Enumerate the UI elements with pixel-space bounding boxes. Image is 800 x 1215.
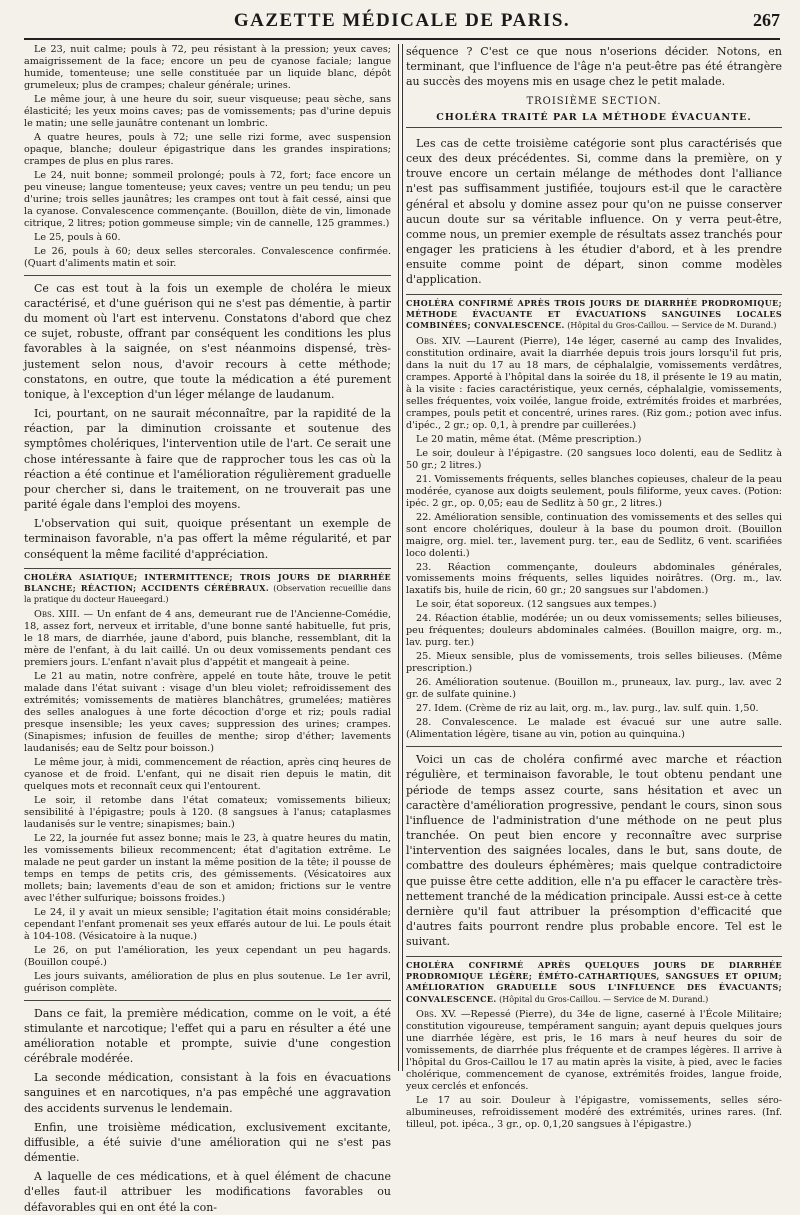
section-title: TROISIÈME SECTION. bbox=[526, 95, 662, 107]
observation-label: Obs. XV. bbox=[416, 1009, 457, 1021]
paragraph: Le même jour, à une heure du soir, sueur visqueuse; peau sèche, sans élasticité; les yeux moins caves; pas de vomissements; pas d'urine depuis le matin; une selle jaunâtre contenant un lombric. bbox=[24, 93, 391, 129]
paragraph: —Laurent (Pierre), 14e léger, caserné au camp des Invalides, constitution ordinaire, avait la diarrhée depuis trois jours lorsqu'il fut pris, dans la nuit du 17 au 18 mars, de céphalalgie, vomissements verdâtres, crampes. Apporté à l'hôpital dans la soirée du 18, il présente le 19 au matin, à la visite : facies caractéristique, yeux cernés, céphalalgie, vomissements, selles fréquentes, voix voilée, langue froide, extrémités froides et marbrées, crampes, pouls petit et concentré, urines rares. (Riz gom.; potion avec infus. d'ipéc., 2 gr.; op. 0,1, à prendre par cuillerées.) bbox=[406, 335, 782, 431]
paragraph: 26. Amélioration soutenue. (Bouillon m., pruneaux, lav. purg., lav. avec 2 gr. de sulfate quinine.) bbox=[406, 677, 782, 701]
section-subtitle: CHOLÉRA TRAITÉ PAR LA MÉTHODE ÉVACUANTE. bbox=[406, 112, 782, 128]
observation-label: Obs. XIV. bbox=[416, 335, 462, 347]
case-heading-caps: CHOLÉRA ASIATIQUE; INTERMITTENCE; TROIS JOURS DE DIARRHÉE BLANCHE; RÉACTION; ACCIDENTS CÉRÉBRAUX. bbox=[24, 571, 391, 594]
paragraph: Le 21 au matin, notre confrère, appelé en toute hâte, trouve le petit malade dans l'état suivant : visage d'un bleu violet; refroidissement des extrémités; vomissements de matières blanchâtres, grumelées; matières des selles analogues à une forte décoction d'orge et riz; pouls radial presque insensible; les yeux caves; suppression des urines; crampes. (Sinapismes; infusion de feuilles de menthe; sirop d'éther; lavements laudanisés; eau de Seltz pour boisson.) bbox=[24, 670, 391, 754]
commentary-paragraph: Voici un cas de choléra confirmé avec marche et réaction régulière, et terminaison favorable, le tout obtenu pendant une période de temps assez courte, sans hésitation et avec un caractère d'amélioration progressive, pendant le cours, sinon sous l'influence de l'administration d'une méthode on ne peut plus tranchée. On peut bien encore y reconnaître avec surprise l'intervention des saignées locales, dans le but, sans doute, de combattre des douleurs éphémères; mais quelque contradictoire que puisse être cette addition, elle n'a pu effacer le caractère très-nettement tranché de la médication principale. Aussi est-ce à cette dernière qu'il faut attribuer la présomption d'efficacité que d'autres faits pourront rendre plus probable encore. Tel est le suivant. bbox=[406, 753, 782, 949]
case-heading-source: (Hôpital du Gros-Caillou. — Service de M. Durand.) bbox=[564, 321, 777, 331]
page-number: 267 bbox=[753, 10, 780, 30]
paragraph: 21. Vomissements fréquents, selles blanches copieuses, chaleur de la peau modérée, cyanose aux doigts seulement, pouls filiforme, yeux caves. (Potion: ipéc. 2 gr., op. 0,05; eau de Sedlitz à 50 gr., 2 litres.) bbox=[406, 473, 782, 509]
commentary-paragraph: Ici, pourtant, on ne saurait méconnaître, par la rapidité de la réaction, par la diminution croissante et soutenue des symptômes cholériques, l'intervention utile de l'art. Ce serait une chose intéressante à faire que de rapprocher tous les cas où la réaction a été continue et l'amélioration régulièrement graduelle pour chercher si, dans le traitement, on ne trouverait pas une parité égale dans l'emploi des moyens. bbox=[24, 407, 391, 512]
commentary-paragraph: Les cas de cette troisième catégorie sont plus caractérisés que ceux des deux précédentes. Si, comme dans la première, on y trouve encore un certain mélange de méthodes dont l'alliance n'est pas suffisamment justifiée, toujours est-il que le caractère général et absolu y domine assez pour qu'on ne puisse conserver aucun doute sur sa véritable influence. On y verra peut-être, comme nous, un premier exemple de résultats assez tranchés pour engager les praticiens à les étudier d'abord, et à les prendre ensuite comme point de départ, sinon comme modèles d'application. bbox=[406, 136, 782, 287]
journal-title: GAZETTE MÉDICALE DE PARIS. bbox=[233, 10, 571, 31]
paragraph: Le 20 matin, même état. (Même prescription.) bbox=[416, 433, 642, 445]
case-heading-source: (Hôpital du Gros-Caillou. — Service de M. Durand.) bbox=[496, 994, 709, 1004]
case-heading bbox=[24, 568, 391, 605]
paragraph: Le même jour, à midi, commencement de réaction, après cinq heures de cyanose et de froid. L'enfant, qui ne disait rien depuis le matin, dit quelques mots et reconnaît ceux qui l'entourent. bbox=[24, 756, 391, 792]
divider bbox=[406, 746, 782, 747]
commentary-paragraph: Enfin, une troisième médication, exclusivement excitante, diffusible, a été suivie d'une amélioration qui ne s'est pas démentie. bbox=[24, 1120, 391, 1165]
commentary-paragraph: Dans ce fait, la première médication, comme on le voit, a été stimulante et narcotique; l'effet qui a paru en résulter a été une amélioration notable et prompte, suivie d'une congestion cérébrale modérée. bbox=[24, 1006, 391, 1066]
paragraph: — Un enfant de 4 ans, demeurant rue de l'Ancienne-Comédie, 18, assez fort, nerveux et irritable, d'une bonne santé habituelle, fut pris, le 18 mars, de diarrhée, jaune d'abord, puis blanche, ressemblant, dit la mère de l'enfant, à du lait caillé. Un ou deux vomissements pendant ces premiers jours. L'enfant n'avait plus d'appétit et mangeait à peine. bbox=[24, 608, 392, 668]
paragraph: Le soir, il retombe dans l'état comateux; vomissements bilieux; sensibilité à l'épigastre; pouls à 120. (8 sangsues à l'anus; cataplasmes laudanisés sur le ventre; sinapismes; bain.) bbox=[24, 794, 391, 830]
case-heading bbox=[406, 956, 782, 1006]
paragraph: Le 24, nuit bonne; sommeil prolongé; pouls à 72, fort; face encore un peu vineuse; langue tomenteuse; yeux caves; ventre un peu tendu; un peu d'urine; trois selles jaunâtres; les crampes ont tout à fait cessé, ainsi que la cyanose. Convalescence commençante. (Bouillon, diète de vin, limonade citrique, 2 litres; potion gommeuse simple; vin de cannelle, 125 grammes.) bbox=[24, 169, 391, 229]
paragraph: Le 23, nuit calme; pouls à 72, peu résistant à la pression; yeux caves; amaigrissement de la face; encore un peu de cyanose faciale; langue humide, tomenteuse; une selle constituée par un liquide blanc, dépôt grumeleux; plus de crampes; chaleur générale; urines. bbox=[24, 44, 391, 91]
paragraph: Le soir, état soporeux. (12 sangsues aux tempes.) bbox=[416, 599, 657, 611]
commentary-paragraph: séquence ? C'est ce que nous n'oserions décider. Notons, en terminant, que l'influence de l'âge n'a peut-être pas été étrangère au succès des moyens mis en usage chez le petit malade. bbox=[406, 45, 782, 89]
paragraph: 25. Mieux sensible, plus de vomissements, trois selles bilieuses. (Même prescription.) bbox=[406, 651, 782, 675]
right-column bbox=[406, 44, 782, 1130]
paragraph: Le 26, on put l'amélioration, les yeux cependant un peu hagards. (Bouillon coupé.) bbox=[24, 944, 391, 968]
paragraph: A quatre heures, pouls à 72; une selle rizi forme, avec suspension opaque, blanche; douleur épigastrique dans les grandes inspirations; crampes de plus en plus rares. bbox=[24, 131, 391, 167]
commentary-paragraph: L'observation qui suit, quoique présentant un exemple de terminaison favorable, n'a pas offert la même régularité, et par conséquent la même facilité d'appréciation. bbox=[24, 517, 391, 561]
observation-label: Obs. XIII. bbox=[34, 608, 80, 620]
case-heading bbox=[406, 294, 782, 332]
paragraph: 23. Réaction commençante, douleurs abdominales générales, vomissements moins fréquents, selles liquides noirâtres. (Org. m., lav. laxatifs bis, huile de ricin, 60 gr.; 20 sangsues sur l'abdomen.) bbox=[406, 561, 782, 597]
commentary-paragraph: A laquelle de ces médications, et à quel élément de chacune d'elles faut-il attribuer les modifications favorables ou défavorables qui en ont été la con- bbox=[24, 1170, 391, 1214]
paragraph: Le 26, pouls à 60; deux selles stercorales. Convalescence confirmée. (Quart d'aliments matin et soir. bbox=[24, 245, 391, 269]
paragraph: 28. Convalescence. Le malade est évacué sur une autre salle. (Alimentation légère, tisane au vin, potion au quinquina.) bbox=[406, 717, 782, 741]
page-header bbox=[24, 8, 780, 40]
paragraph: Le 22, la journée fut assez bonne; mais le 23, à quatre heures du matin, les vomissements bilieux recommencent; état d'agitation extrême. Le malade ne peut garder un instant la même position de la tête; il pousse de temps en temps de petits cris, des gémissements. (Vésicatoires aux mollets; bain; lavements d'eau de son et amidon; frictions sur le ventre avec l'éther sulfurique; boissons froides.) bbox=[24, 832, 391, 904]
paragraph: 24. Réaction établie, modérée; un ou deux vomissements; selles bilieuses, peu fréquentes; douleurs abdominales calmées. (Bouillon maigre, org. m., lav. purg. ter.) bbox=[406, 613, 782, 649]
case-heading-caps: CHOLÉRA CONFIRMÉ APRÈS TROIS JOURS DE DIARRHÉE PRODROMIQUE; MÉTHODE ÉVACUANTE ET ÉVACUATIONS SANGUINES LOCALES COMBINÉES; CONVALESCENCE. bbox=[406, 297, 782, 331]
divider bbox=[24, 275, 391, 276]
paragraph: Le 24, il y avait un mieux sensible; l'agitation était moins considérable; cependant l'enfant promenait ses yeux effarés autour de lui. Le pouls était à 104-108. (Vésicatoire à la nuque.) bbox=[24, 906, 391, 942]
left-column bbox=[24, 44, 392, 1214]
commentary-paragraph: Ce cas est tout à la fois un exemple de choléra le mieux caractérisé, et d'une guérison qui ne s'est pas démentie, à partir du moment où l'art est intervenu. Constatons d'abord que chez ce sujet, robuste, offrant par conséquent les conditions les plus favorables à la saignée, on s'est néanmoins dispensé, très-justement selon nous, d'avoir recours à cette méthode; constatons, en outre, que toute la médication a été purement tonique, à l'exception d'un léger mélange de laudanum. bbox=[24, 281, 391, 401]
paragraph: Les jours suivants, amélioration de plus en plus soutenue. Le 1er avril, guérison complète. bbox=[24, 970, 391, 994]
paragraph: Le 25, pouls à 60. bbox=[34, 231, 121, 243]
paragraph: —Repessé (Pierre), du 34e de ligne, caserné à l'École Militaire; constitution vigoureuse, tempérament sanguin; ayant depuis quelques jours une diarrhée légère, est pris, le 16 mars à neuf heures du soir de vomissements, de diarrhée plus fréquente et de crampes légères. Il arrive à l'hôpital du Gros-Caillou le 17 au matin après la visite, à pied, avec le facies cholérique, commencement de cyanose, extrémités froides, langue froide, yeux cerclés et enfoncés. bbox=[406, 1009, 782, 1092]
column-divider bbox=[398, 44, 399, 1071]
case-heading-source: (Observation recueillie dans la pratique du docteur Haueegard.) bbox=[24, 584, 391, 604]
paragraph: 27. Idem. (Crème de riz au lait, org. m., lav. purg., lav. sulf. quin. 1,50. bbox=[416, 703, 759, 715]
paragraph: 22. Amélioration sensible, continuation des vomissements et des selles qui sont encore cholériques, douleur à la base du poumon droit. (Bouillon maigre, org. miel. ter., lavement purg. ter., eau de Sedlitz, 6 vent. scarifiées loco dolenti.) bbox=[406, 511, 782, 559]
paragraph: Le 17 au soir. Douleur à l'épigastre, vomissements, selles séro-albumineuses, refroidissement modéré des extrémités, urines rares. (Inf. tilleul, pot. ipéca., 3 gr., op. 0,1,20 sangsues à l'épigastre.) bbox=[406, 1094, 782, 1130]
commentary-paragraph: La seconde médication, consistant à la fois en évacuations sanguines et en narcotiques, n'a pas empêché une aggravation des accidents survenus le lendemain. bbox=[24, 1071, 391, 1115]
divider bbox=[24, 1000, 391, 1001]
paragraph: Le soir, douleur à l'épigastre. (20 sangsues loco dolenti, eau de Sedlitz à 50 gr.; 2 litres.) bbox=[406, 447, 782, 471]
case-heading-caps: CHOLÉRA CONFIRMÉ APRÈS QUELQUES JOURS DE DIARRHÉE PRODROMIQUE LÉGÈRE; ÉMÉTO-CATHARTIQUES, SANGSUES ET OPIUM; AMÉLIORATION GRADUELLE SOUS L'INFLUENCE DES ÉVACUANTS; CONVALESCENCE. bbox=[406, 959, 782, 1004]
